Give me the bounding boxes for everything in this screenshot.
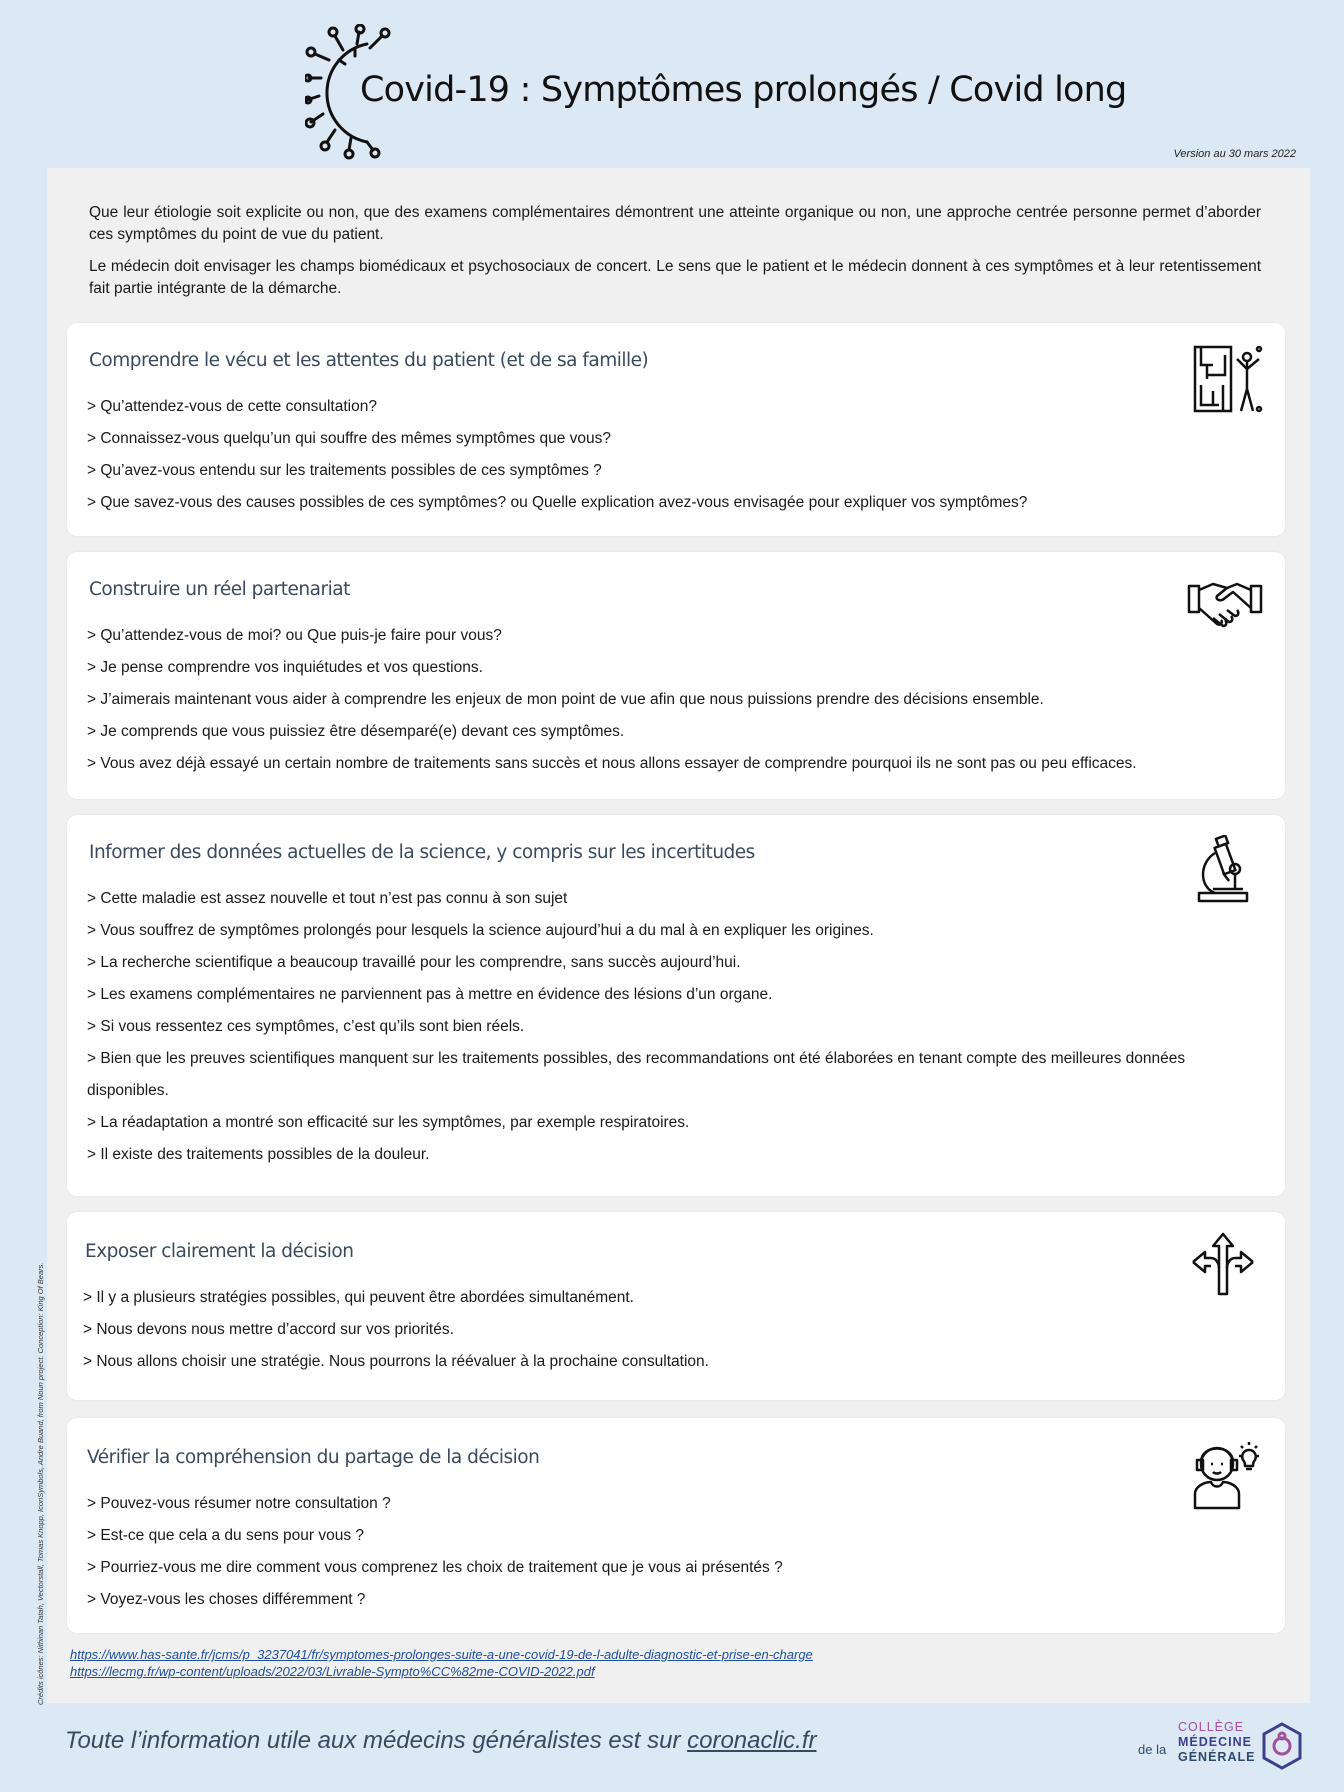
section-title: Comprendre le vécu et les attentes du patient (et de sa famille) xyxy=(89,350,649,371)
list-item: > Cette maladie est assez nouvelle et tout n’est pas connu à son sujet xyxy=(87,890,568,907)
list-item: > Il y a plusieurs stratégies possibles, qui peuvent être abordées simultanément. xyxy=(83,1289,634,1306)
list-item: > Que savez-vous des causes possibles de ces symptômes? ou Quelle explication avez-vous envisagée pour expliquer vos symptômes? xyxy=(87,494,1028,511)
cmg-hexagon-icon xyxy=(1260,1722,1304,1770)
reference-links xyxy=(70,1646,813,1680)
section-list xyxy=(87,391,1227,519)
logo-text xyxy=(1178,1720,1255,1765)
list-item: > Vous souffrez de symptômes prolongés pour lesquels la science aujourd’hui a du mal à en expliquer les origines. xyxy=(87,922,874,939)
has-sante-link[interactable]: https://www.has-sante.fr/jcms/p_3237041/fr/symptomes-prolonges-suite-a-une-covid-19-de-l-adulte-diagnostic-et-prise-en-charge xyxy=(70,1647,813,1662)
list-item: > Les examens complémentaires ne parviennent pas à mettre en évidence des lésions d’un organe. xyxy=(87,986,773,1003)
list-item: > Vous avez déjà essayé un certain nombre de traitements sans succès et nous allons essayer de comprendre pourquoi ils ne sont pas ou peu efficaces. xyxy=(87,755,1137,772)
section-card-4 xyxy=(67,1212,1285,1400)
section-card-1 xyxy=(67,323,1285,536)
direction-arrows-icon xyxy=(1191,1232,1255,1296)
list-item: > Qu’attendez-vous de cette consultation? xyxy=(87,398,377,415)
list-item: > Il existe des traitements possibles de la douleur. xyxy=(87,1146,430,1163)
version-date: Version au 30 mars 2022 xyxy=(1173,148,1296,160)
logo-prefix: de la xyxy=(1138,1742,1167,1757)
list-item: > Bien que les preuves scientifiques manquent sur les traitements possibles, des recommandations ont été élaborées en tenant compte des meilleures données disponibles. xyxy=(87,1050,1186,1099)
intro xyxy=(89,202,1261,310)
list-item: > J’aimerais maintenant vous aider à comprendre les enjeux de mon point de vue afin que nous puissions prendre des décisions ensemble. xyxy=(87,691,1044,708)
person-idea-icon xyxy=(1191,1438,1261,1510)
section-title: Construire un réel partenariat xyxy=(89,579,350,600)
intro-paragraph-1: Que leur étiologie soit explicite ou non, que des examens complémentaires démontrent une atteinte organique ou non, une approche centrée personne permet d’aborder ces symptômes du point de vue du patient. xyxy=(89,204,1261,243)
header xyxy=(0,0,1344,165)
cmg-logo xyxy=(1138,1720,1298,1770)
footer-text xyxy=(65,1727,816,1755)
section-list xyxy=(87,1488,1227,1616)
section-title: Vérifier la compréhension du partage de la décision xyxy=(87,1447,540,1468)
logo-line-1: COLLÈGE xyxy=(1178,1720,1245,1734)
list-item: > Pouvez-vous résumer notre consultation ? xyxy=(87,1495,391,1512)
list-item: > La recherche scientifique a beaucoup travaillé pour les comprendre, sans succès aujourd’hui. xyxy=(87,954,741,971)
list-item: > Voyez-vous les choses différemment ? xyxy=(87,1591,366,1608)
section-card-5 xyxy=(67,1418,1285,1633)
section-list xyxy=(83,1282,1223,1378)
list-item: > Nous allons choisir une stratégie. Nous pourrons la réévaluer à la prochaine consultation. xyxy=(83,1353,709,1370)
logo-line-3: GÉNÉRALE xyxy=(1178,1750,1256,1764)
section-card-2 xyxy=(67,552,1285,799)
maze-person-icon xyxy=(1193,345,1263,415)
list-item: > Connaissez-vous quelqu’un qui souffre des mêmes symptômes que vous? xyxy=(87,430,611,447)
microscope-icon xyxy=(1195,835,1251,905)
list-item: > Je comprends que vous puissiez être désemparé(e) devant ces symptômes. xyxy=(87,723,625,740)
section-title: Informer des données actuelles de la science, y compris sur les incertitudes xyxy=(89,842,755,863)
section-list xyxy=(87,883,1227,1171)
section-list xyxy=(87,620,1227,780)
footer-text-prefix: Toute l’information utile aux médecins généralistes est sur xyxy=(65,1727,688,1754)
section-title: Exposer clairement la décision xyxy=(85,1241,354,1262)
handshake-icon xyxy=(1187,578,1263,628)
list-item: > Qu’attendez-vous de moi? ou Que puis-je faire pour vous? xyxy=(87,627,502,644)
section-card-3 xyxy=(67,815,1285,1196)
icon-credits: Crédits icônes: Nithinan Tatah, Vectorstall, Tomas Knopp, IconSymbols, Andre Buand, from Noun project. Conception: King Of Bears. xyxy=(36,1262,45,1705)
list-item: > Est-ce que cela a du sens pour vous ? xyxy=(87,1527,365,1544)
list-item: > Je pense comprendre vos inquiétudes et vos questions. xyxy=(87,659,483,676)
list-item: > Nous devons nous mettre d’accord sur vos priorités. xyxy=(83,1321,454,1338)
list-item: > La réadaptation a montré son efficacité sur les symptômes, par exemple respiratoires. xyxy=(87,1114,690,1131)
list-item: > Qu’avez-vous entendu sur les traitements possibles de ces symptômes ? xyxy=(87,462,602,479)
intro-paragraph-2: Le médecin doit envisager les champs biomédicaux et psychosociaux de concert. Le sens que le patient et le médecin donnent à ces symptômes et à leur retentissement fait partie intégrante de la démarche. xyxy=(89,258,1261,297)
coronaclic-link[interactable]: coronaclic.fr xyxy=(687,1727,817,1754)
logo-line-2: MÉDECINE xyxy=(1178,1735,1252,1749)
page-title: Covid-19 : Symptômes prolongés / Covid long xyxy=(360,70,1127,110)
lecmg-link[interactable]: https://lecmg.fr/wp-content/uploads/2022/03/Livrable-Sympto%CC%82me-COVID-2022.pdf xyxy=(70,1664,595,1679)
list-item: > Si vous ressentez ces symptômes, c’est qu’ils sont bien réels. xyxy=(87,1018,525,1035)
list-item: > Pourriez-vous me dire comment vous comprenez les choix de traitement que je vous ai présentés ? xyxy=(87,1559,783,1576)
